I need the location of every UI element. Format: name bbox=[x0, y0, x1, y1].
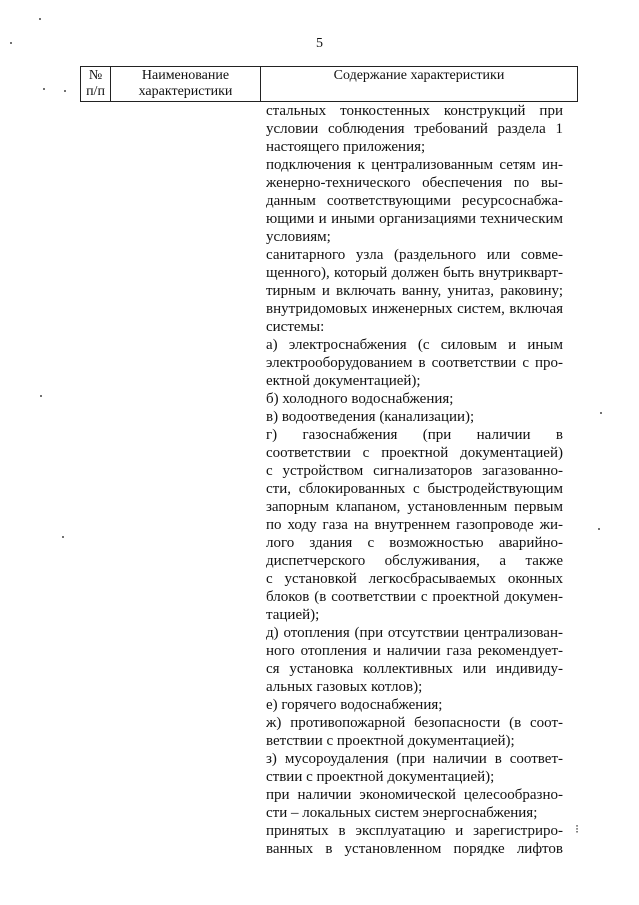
scan-speck bbox=[598, 528, 600, 530]
content-line: условии соблюдения требований раздела 1 bbox=[266, 121, 563, 137]
content-line: с устройством сигнализаторов загазованно- bbox=[266, 463, 563, 479]
content-line: сти – локальных систем энергоснабжения; bbox=[266, 805, 538, 821]
content-line: б) холодного водоснабжения; bbox=[266, 391, 454, 407]
content-line: соответствии с проектной документацией) bbox=[266, 445, 563, 461]
scan-speck bbox=[62, 536, 64, 538]
scan-speck bbox=[40, 395, 42, 397]
content-line: системы: bbox=[266, 319, 325, 335]
content-line: з) мусороудаления (при наличии в соответ- bbox=[266, 751, 563, 767]
content-line: настоящего приложения; bbox=[266, 139, 426, 155]
content-line: условиям; bbox=[266, 229, 331, 245]
content-line: тирным и включать ванну, унитаз, раковину; bbox=[266, 283, 563, 299]
scan-speck bbox=[43, 88, 45, 90]
scan-speck bbox=[64, 90, 66, 92]
content-line: щенного), который должен быть внутрикварт- bbox=[266, 265, 563, 281]
column-header-number: № п/п bbox=[81, 67, 111, 102]
content-line: по ходу газа на внутреннем газопроводе жи- bbox=[266, 517, 563, 533]
content-line: диспетчерского обслуживания, а также bbox=[266, 553, 563, 569]
content-line: электрооборудованием в соответствии с про- bbox=[266, 355, 563, 371]
content-line: ж) противопожарной безопасности (в соот- bbox=[266, 715, 563, 731]
content-line: ствии с проектной документацией); bbox=[266, 769, 495, 785]
margin-mark: ⁝ bbox=[575, 822, 579, 836]
content-line: лого здания с возможностью аварийно- bbox=[266, 535, 563, 551]
content-line: при наличии экономической целесообразно- bbox=[266, 787, 563, 803]
content-line: запорным клапаном, установленным первым bbox=[266, 499, 563, 515]
content-line: тацией); bbox=[266, 607, 320, 623]
characteristics-table-header bbox=[80, 66, 578, 102]
content-line: женерно-технического обеспечения по вы- bbox=[266, 175, 563, 191]
content-line: ванных в установленном порядке лифтов bbox=[266, 841, 563, 857]
content-line: альных газовых котлов); bbox=[266, 679, 423, 695]
content-line: д) отопления (при отсутствии централизован- bbox=[266, 625, 563, 641]
page-number: 5 bbox=[316, 36, 323, 51]
content-line: ветствии с проектной документацией); bbox=[266, 733, 515, 749]
content-line: внутридомовых инженерных систем, включая bbox=[266, 301, 563, 317]
scan-speck bbox=[39, 18, 41, 20]
column-header-name: Наименование характеристики bbox=[111, 67, 261, 102]
content-line: стальных тонкостенных конструкций при bbox=[266, 103, 563, 119]
scan-speck bbox=[10, 42, 12, 44]
content-line: ектной документацией); bbox=[266, 373, 421, 389]
content-line: г) газоснабжения (при наличии в bbox=[266, 427, 563, 443]
content-line: ного отопления и наличии газа рекомендует- bbox=[266, 643, 563, 659]
content-line: ющими и иными организациями техническим bbox=[266, 211, 563, 227]
content-line: блоков (в соответствии с проектной докумен- bbox=[266, 589, 563, 605]
content-line: ся установка коллективных или индивиду- bbox=[266, 661, 563, 677]
content-line: с установкой легкосбрасываемых оконных bbox=[266, 571, 563, 587]
content-line: подключения к централизованным сетям ин- bbox=[266, 157, 563, 173]
content-line: а) электроснабжения (с силовым и иным bbox=[266, 337, 563, 353]
characteristic-content bbox=[266, 102, 563, 858]
column-header-content: Содержание характеристики bbox=[261, 67, 578, 102]
content-line: е) горячего водоснабжения; bbox=[266, 697, 443, 713]
content-line: принятых в эксплуатацию и зарегистриро- bbox=[266, 823, 563, 839]
content-line: данным соответствующими ресурсоснабжа- bbox=[266, 193, 563, 209]
content-line: в) водоотведения (канализации); bbox=[266, 409, 475, 425]
content-line: сти, сблокированных с быстродействующим bbox=[266, 481, 563, 497]
content-line: санитарного узла (раздельного или совме- bbox=[266, 247, 563, 263]
scan-speck bbox=[600, 412, 602, 414]
